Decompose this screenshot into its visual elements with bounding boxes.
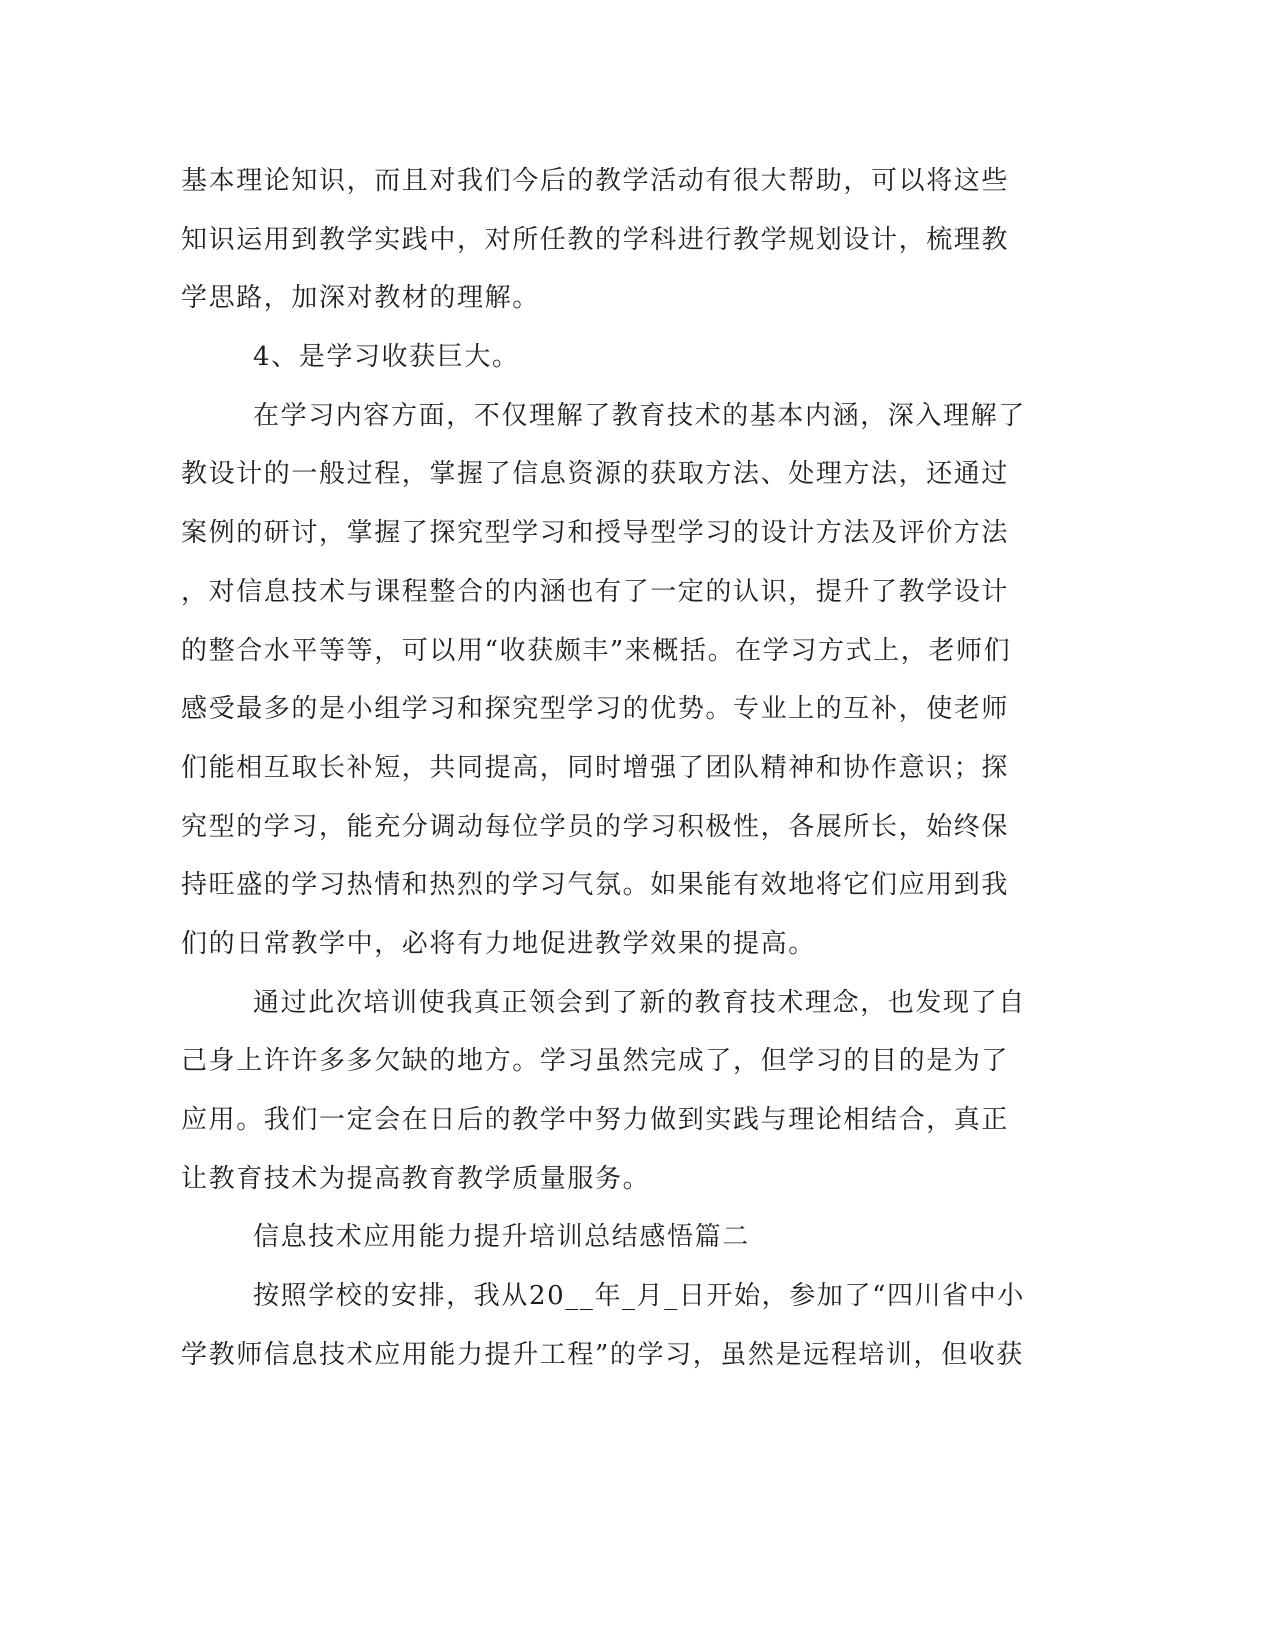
text-line: 教设计的一般过程，掌握了信息资源的获取方法、处理方法，还通过: [181, 459, 1010, 490]
text-line: 基本理论知识，而且对我们今后的教学活动有很大帮助，可以将这些: [181, 166, 1010, 196]
text-line: 案例的研讨，掌握了探究型学习和授导型学习的设计方法及评价方法: [181, 518, 1010, 549]
text-line: 的整合水平等等，可以用“收获颇丰”来概括。在学习方式上，老师们: [181, 635, 1012, 666]
text-line: ，对信息技术与课程整合的内涵也有了一定的认识，提升了教学设计: [181, 576, 1010, 607]
text-line: 己身上许许多多欠缺的地方。学习虽然完成了，但学习的目的是为了: [181, 1046, 1010, 1077]
text-line: 知识运用到教学实践中，对所任教的学科进行教学规划设计，梳理教: [181, 224, 1010, 255]
text-line: 们的日常教学中，必将有力地促进教学效果的提高。: [181, 928, 816, 959]
text-line: 学思路，加深对教材的理解。: [181, 283, 540, 314]
text-line: 持旺盛的学习热情和热烈的学习气氛。如果能有效地将它们应用到我: [181, 870, 1010, 901]
text-line: 究型的学习，能充分调动每位学员的学习积极性，各展所长，始终保: [181, 811, 1010, 842]
paragraph-start-line: 按照学校的安排，我从20__年_月_日开始，参加了“四川省中小: [253, 1281, 1025, 1312]
text-line: 学教师信息技术应用能力提升工程”的学习，虽然是远程培训，但收获: [181, 1339, 1024, 1370]
text-line: 们能相互取长补短，共同提高，同时增强了团队精神和协作意识；探: [181, 752, 1010, 783]
article-title: 信息技术应用能力提升培训总结感悟篇二: [253, 1222, 750, 1253]
paragraph-start-line: 通过此次培训使我真正领会到了新的教育技术理念，也发现了自: [253, 987, 1026, 1018]
paragraph-start-line: 在学习内容方面，不仅理解了教育技术的基本内涵，深入理解了: [253, 400, 1026, 431]
section-heading: 4、是学习收获巨大。: [253, 342, 520, 373]
text-line: 感受最多的是小组学习和探究型学习的优势。专业上的互补，使老师: [181, 694, 1010, 725]
text-line: 应用。我们一定会在日后的教学中努力做到实践与理论相结合，真正: [181, 1105, 1010, 1135]
body-text: [181, 152, 1081, 1384]
text-line: 让教育技术为提高教育教学质量服务。: [181, 1163, 651, 1194]
